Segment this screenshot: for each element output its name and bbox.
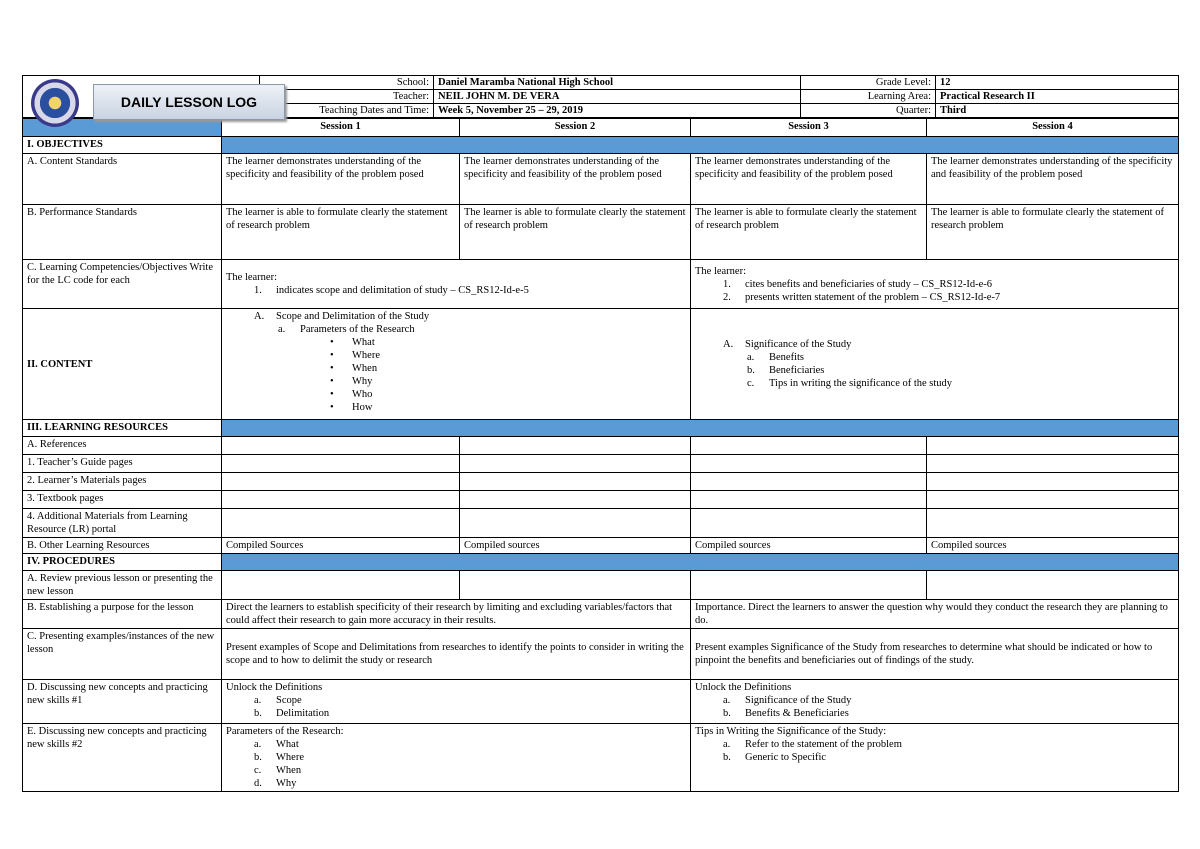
bullet-item: • How	[330, 402, 373, 413]
area-label: Learning Area:	[801, 90, 936, 104]
dates-value: Week 5, November 25 – 29, 2019	[434, 104, 801, 118]
references-label: A. References	[23, 437, 222, 455]
lc-left-intro: The learner:	[226, 272, 278, 283]
other-resources-s4: Compiled sources	[927, 538, 1179, 554]
performance-standards-s1: The learner is able to formulate clearly the statement of research problem	[222, 205, 460, 260]
discussing-2-right: Tips in Writing the Significance of the Study: a. Refer to the statement of the problem b. Generic to Specific	[691, 724, 1179, 792]
discussing-1-left: Unlock the Definitions a. Scope b. Delimitation	[222, 680, 691, 724]
learners-materials-label: 2. Learner’s Materials pages	[23, 473, 222, 491]
purpose-label: B. Establishing a purpose for the lesson	[23, 600, 222, 629]
performance-standards-label: B. Performance Standards	[23, 205, 222, 260]
resources-bar	[222, 420, 1179, 437]
procedures-bar	[222, 554, 1179, 571]
lc-left-item: 1. indicates scope and delimitation of study – CS_RS12-Id-e-5	[254, 285, 529, 296]
bullet-item: • When	[330, 363, 378, 374]
purpose-left: Direct the learners to establish specificity of their research by limiting and excluding variables/factors that could affect their research to gain more accuracy in their results.	[222, 600, 691, 629]
dates-label: Teaching Dates and Time:	[260, 104, 434, 118]
list-item: b. Benefits & Beneficiaries	[723, 708, 849, 719]
school-value: Daniel Maramba National High School	[434, 76, 801, 90]
teachers-guide-label: 1. Teacher’s Guide pages	[23, 455, 222, 473]
learning-competencies-left	[222, 260, 691, 309]
performance-standards-s2: The learner is able to formulate clearly the statement of research problem	[460, 205, 691, 260]
list-item: b. Where	[254, 752, 304, 763]
area-value: Practical Research II	[936, 90, 1179, 104]
content-right-item: b. Beneficiaries	[747, 365, 825, 376]
list-item: a. Scope	[254, 695, 302, 706]
header-logo-cell	[23, 76, 260, 118]
content-left-head: Scope and Delimitation of the Study	[276, 311, 430, 322]
other-resources-s3: Compiled sources	[691, 538, 927, 554]
content-right: A. Significance of the Study a. Benefits b. Beneficiaries c. Tips in writing the significance of the study	[691, 309, 1179, 420]
session-4-header: Session 4	[927, 119, 1179, 137]
lc-right-item: 2. presents written statement of the problem – CS_RS12-Id-e-7	[723, 291, 1001, 303]
discussing-1-label: D. Discussing new concepts and practicing new skills #1	[23, 680, 222, 724]
session-2-header: Session 2	[460, 119, 691, 137]
bullet-item: • Why	[330, 376, 373, 387]
list-item: a. Significance of the Study	[723, 695, 852, 706]
examples-label: C. Presenting examples/instances of the new lesson	[23, 629, 222, 680]
purpose-right: Importance. Direct the learners to answer the question why would they conduct the research they are planning to do.	[691, 600, 1179, 629]
school-label: School:	[260, 76, 434, 90]
objectives-bar	[222, 137, 1179, 154]
content-right-head: Significance of the Study	[745, 339, 852, 350]
list-item: a. Refer to the statement of the problem	[723, 739, 902, 750]
list-item: d. Why	[254, 778, 297, 789]
learning-competencies-label: C. Learning Competencies/Objectives Write for the LC code for each	[23, 260, 222, 309]
discussing-2-left: Parameters of the Research: a. What b. Where c. When d. Why	[222, 724, 691, 792]
content-standards-s1: The learner demonstrates understanding of the specificity and feasibility of the problem posed	[222, 154, 460, 205]
bullet-item: • Where	[330, 350, 380, 361]
bullet-item: • Who	[330, 389, 373, 400]
teacher-value: NEIL JOHN M. DE VERA	[434, 90, 801, 104]
performance-standards-s4: The learner is able to formulate clearly the statement of research problem	[927, 205, 1179, 260]
discussing-1-right: Unlock the Definitions a. Significance of the Study b. Benefits & Beneficiaries	[691, 680, 1179, 724]
list-item: c. When	[254, 765, 302, 776]
content-right-item: a. Benefits	[747, 352, 804, 363]
quarter-value: Third	[936, 104, 1179, 118]
objectives-heading: I. OBJECTIVES	[23, 137, 222, 154]
main-table	[22, 118, 1179, 792]
content-heading: II. CONTENT	[23, 309, 222, 420]
list-item: b. Delimitation	[254, 708, 330, 719]
teacher-label: Teacher:	[260, 90, 434, 104]
examples-right: Present examples Significance of the Study from researches to determine what should be indicated or how to pinpoint the benefits and beneficiaries out of findings of the study.	[691, 629, 1179, 680]
quarter-label: Quarter:	[801, 104, 936, 118]
content-standards-s2: The learner demonstrates understanding of the specificity and feasibility of the problem posed	[460, 154, 691, 205]
grade-label: Grade Level:	[801, 76, 936, 90]
content-right-item: c. Tips in writing the significance of the study	[747, 378, 953, 389]
list-item: a. What	[254, 739, 299, 750]
lc-right-intro: The learner:	[695, 265, 747, 277]
examples-left: Present examples of Scope and Delimitations from researches to identify the points to consider in writing the scope and to how to delimit the study or research	[222, 629, 691, 680]
content-left-sub: Parameters of the Research	[300, 324, 415, 335]
content-standards-s3: The learner demonstrates understanding of the specificity and feasibility of the problem posed	[691, 154, 927, 205]
lc-right-item: 1. cites benefits and beneficiaries of study – CS_RS12-Id-e-6	[723, 278, 992, 290]
session-3-header: Session 3	[691, 119, 927, 137]
lesson-log-sheet	[22, 75, 1178, 792]
list-item: b. Generic to Specific	[723, 752, 827, 763]
resources-heading: III. LEARNING RESOURCES	[23, 420, 222, 437]
other-resources-s2: Compiled sources	[460, 538, 691, 554]
bullet-item: • What	[330, 337, 375, 348]
discussing-2-label: E. Discussing new concepts and practicing new skills #2	[23, 724, 222, 792]
textbook-label: 3. Textbook pages	[23, 491, 222, 509]
daily-lesson-log-title: DAILY LESSON LOG	[93, 84, 285, 120]
review-lesson-label: A. Review previous lesson or presenting the new lesson	[23, 571, 222, 600]
content-left: A. Scope and Delimitation of the Study a. Parameters of the Research • What • Where • When • Why • Who • How	[222, 309, 691, 420]
procedures-heading: IV. PROCEDURES	[23, 554, 222, 571]
content-standards-s4: The learner demonstrates understanding of the specificity and feasibility of the problem posed	[927, 154, 1179, 205]
performance-standards-s3: The learner is able to formulate clearly the statement of research problem	[691, 205, 927, 260]
deped-seal-icon	[31, 79, 79, 127]
learning-competencies-right	[691, 260, 1179, 309]
grade-value: 12	[936, 76, 1179, 90]
header-table	[22, 75, 1179, 118]
lr-portal-label: 4. Additional Materials from Learning Resource (LR) portal	[23, 509, 222, 538]
session-1-header: Session 1	[222, 119, 460, 137]
content-standards-label: A. Content Standards	[23, 154, 222, 205]
other-resources-label: B. Other Learning Resources	[23, 538, 222, 554]
other-resources-s1: Compiled Sources	[222, 538, 460, 554]
